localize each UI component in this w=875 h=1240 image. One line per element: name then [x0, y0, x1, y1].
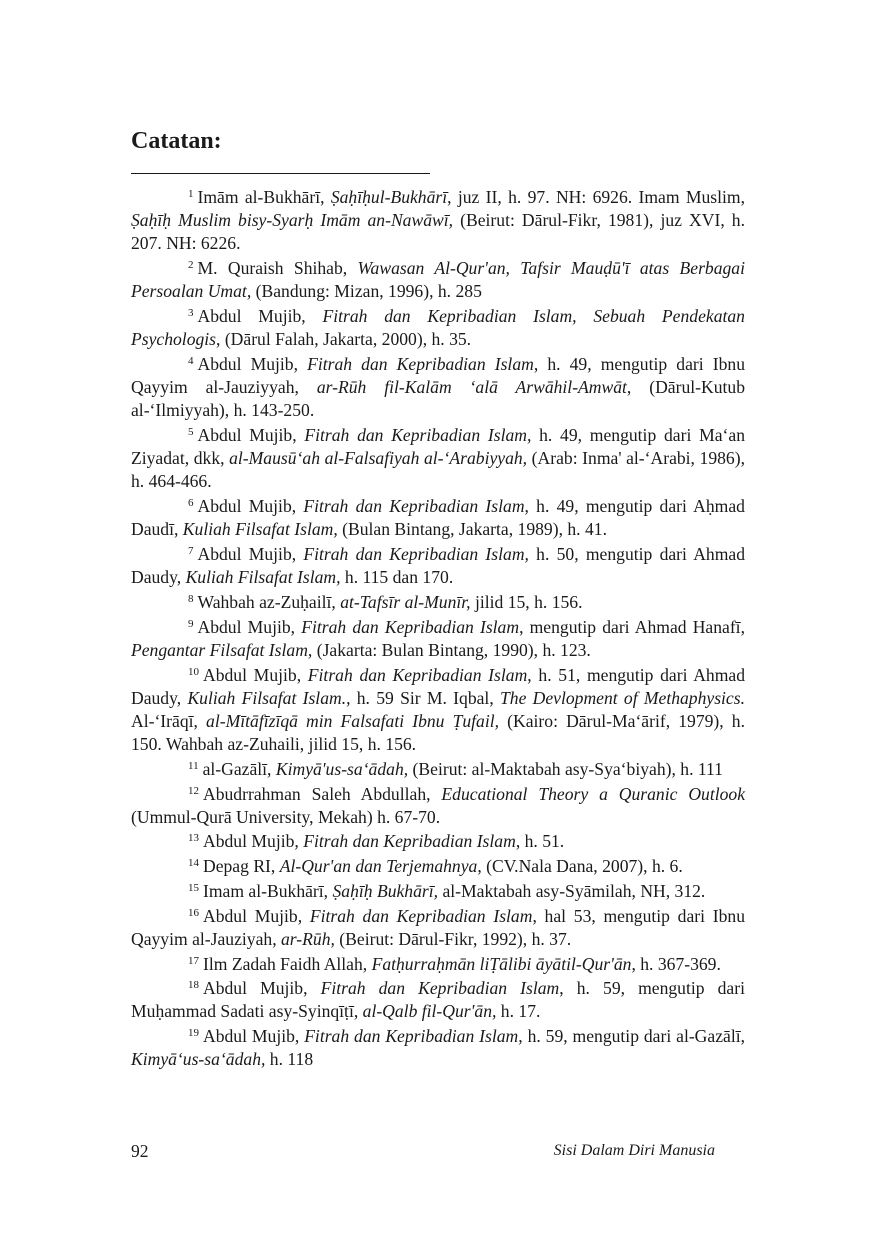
- footnote-text: Imam al-Bukhārī,: [203, 880, 333, 901]
- footnote-text: (Ummul-Qurā University, Mekah) h. 67-70.: [131, 806, 441, 827]
- footnote-text: (Jakarta: Bulan Bintang, 1990), h. 123.: [312, 639, 591, 660]
- footnote-text: Abdul Mujib,: [197, 306, 323, 327]
- footnote-text: , mengutip dari Ahmad Hanafī,: [519, 616, 745, 637]
- page-number: 92: [131, 1141, 149, 1161]
- footnote-title: , Fitrah dan Kepribadian Islam: [297, 905, 533, 926]
- footnote-title: ar-Rūh,: [281, 928, 335, 949]
- footnote-title: Pengantar Filsafat Islam,: [131, 639, 313, 660]
- footnote-title: , Fitrah dan Kepribadian Islam: [294, 831, 516, 852]
- footnote-text: h. 59 Sir M. Iqbal,: [350, 687, 500, 708]
- footnote-number: 3: [188, 307, 194, 320]
- footnote-text: h. 118: [265, 1049, 314, 1070]
- footnote-number: 2: [188, 259, 194, 272]
- footnote-title: Kuliah Filsafat Islam.,: [187, 687, 351, 708]
- footnote-text: (Bandung: Mizan, 1996), h. 285: [251, 281, 482, 302]
- footnote-title: Kuliah Filsafat Islam,: [182, 519, 338, 540]
- footnote-text: (Arab: Inma' al-‘Arabi, 1986), h. 464-466.: [131, 448, 745, 492]
- footnote-text: , (Dārul Falah, Jakarta, 2000), h. 35.: [216, 329, 472, 350]
- footnote-rule: [131, 173, 430, 174]
- footnote-title: Kimyā'us-sa‘ādah,: [275, 758, 409, 779]
- footnote-text: , h. 49, mengutip dari Ibnu Qayyim al-Jauziyyah,: [131, 353, 745, 398]
- footnote-text: Abdul Mujib,: [197, 425, 305, 446]
- footnote-number: 10: [188, 665, 199, 678]
- footnote-text: M. Quraish Shihab,: [197, 258, 358, 279]
- footnote-number: 11: [188, 759, 199, 772]
- footnote-text: Wahbah az-Zuḥailī,: [197, 591, 341, 612]
- footnote-number: 18: [188, 979, 199, 992]
- footnote-text: Abdul Mujib: [203, 905, 298, 926]
- footnote-number: 5: [188, 426, 194, 439]
- footnote-number: 1: [188, 188, 194, 200]
- footnote-title: Fitrah dan Kepribadian Islam: [320, 978, 560, 999]
- footnote-text: Abdul Mujib,: [203, 1026, 305, 1047]
- footnote-title: Fitrah dan Kepribadian Islam: [307, 353, 534, 374]
- footnote-text: , h. 59, mengutip dari Muḥammad Sadati asy-Syinqīṭī,: [131, 978, 745, 1022]
- footnote-number: 16: [188, 906, 199, 919]
- section-heading: Catatan:: [131, 128, 222, 154]
- footnote-title: Fitrah dan Kepribadian Islam, Sebuah Pendekatan Psychologis: [131, 306, 745, 350]
- footnote-title: Educational Theory a Quranic Outlook: [441, 783, 745, 804]
- footnote: [131, 1025, 745, 1071]
- footnote-title: Fitrah dan Kepribadian Islam,: [304, 425, 532, 446]
- footnote-text: , h. 51, mengutip dari Ahmad Daudy,: [131, 664, 745, 708]
- footnote-text: Abdul Mujib,: [197, 616, 302, 637]
- footnote-number: 7: [188, 545, 194, 558]
- footnote-title: Ṣaḥīḥul-Bukhārī: [330, 187, 448, 207]
- footnote: [131, 953, 745, 976]
- footnote-title: Fatḥurraḥmān liṬālibi āyātil-Qur'ān: [371, 953, 632, 974]
- footnote-title: Ṣaḥīḥ Muslim bisy-Syarḥ Imām an-Nawāwī,: [131, 210, 454, 231]
- footnote-text: Abdul Mujib,: [203, 664, 308, 685]
- footnote-text: , juz II, h. 97. NH: 6926. Imam Muslim,: [447, 187, 745, 207]
- footnote-text: , h. 367-369.: [631, 953, 721, 974]
- footnote-number: 13: [188, 832, 199, 845]
- footnote-title: Fitrah dan Kepribadian Islam: [301, 616, 520, 637]
- footnote: [131, 830, 745, 853]
- footnote-number: 19: [188, 1027, 199, 1040]
- footnote-title: Kimyā‘us-sa‘ādah,: [131, 1049, 266, 1070]
- footnote: [131, 495, 745, 541]
- footnote-number: 4: [188, 354, 194, 367]
- footnote-text: (Kairo: Dārul-Ma‘ārif, 1979), h. 150. Wahbah az-Zuhaili, jilid 15, h. 156.: [131, 710, 745, 755]
- footnote-text: Abdul Mujib,: [197, 544, 304, 565]
- footnote-number: 14: [188, 857, 199, 870]
- footnote-title: al-Qalb fil-Qur'ān,: [362, 1001, 497, 1022]
- footnote-title: Wawasan Al-Qur'an, Tafsir Mauḍū'ī atas Berbagai Persoalan Umat,: [131, 258, 745, 302]
- footnote-text: h. 50, mengutip dari Ahmad Daudy,: [131, 544, 745, 588]
- footnote-text: Ilm Zadah Faidh Allah,: [203, 953, 372, 974]
- footnote-title: Fitrah dan Kepribadian Islam,: [304, 1026, 523, 1047]
- footnote-text: (Beirut: Dārul-Fikr, 1992), h. 37.: [334, 928, 572, 949]
- footnote-text: , (Dārul-Kutub al-‘Ilmiyyah), h. 143-250.: [131, 377, 745, 421]
- footnote-text: , (CV.Nala Dana, 2007), h. 6.: [477, 856, 683, 877]
- footnote: [131, 424, 745, 494]
- running-title: Sisi Dalam Diri Manusia: [553, 1142, 715, 1159]
- footnote-text: (Bulan Bintang, Jakarta, 1989), h. 41.: [337, 519, 607, 540]
- footnote-text: Imām al-Bukhārī,: [197, 187, 331, 207]
- footnote-number: 9: [188, 617, 194, 630]
- footnote-text: h. 17.: [496, 1001, 541, 1022]
- footnote-title: Al-Qur'an dan Terjemahnya: [279, 856, 478, 877]
- footnote-text: Al-‘Irāqī,: [131, 710, 207, 731]
- footnote-title: The Devlopment of Methaphysics.: [499, 687, 745, 708]
- footnote-text: , hal 53, mengutip dari Ibnu Qayyim al-Jauziyah,: [131, 905, 745, 949]
- footnote: [131, 758, 745, 781]
- footnote-title: Ṣaḥīḥ Bukhārī,: [332, 880, 439, 901]
- footnote-text: Abdul Mujib: [203, 831, 295, 852]
- footnote: [131, 305, 745, 351]
- footnote-title: ar-Rūh fil-Kalām ‘alā Arwāhil-Amwāt: [316, 377, 627, 398]
- footnote-text: Abdul Mujib,: [197, 496, 304, 517]
- footnote-text: (Beirut: al-Maktabah asy-Sya‘biyah), h. 111: [408, 758, 723, 779]
- footnote-number: 15: [188, 881, 199, 894]
- footnote: [131, 257, 745, 303]
- footnote: [131, 616, 745, 662]
- footnote-list: [131, 186, 745, 1073]
- footnote: [131, 977, 745, 1023]
- footnote-text: h. 115 dan 170.: [340, 567, 454, 588]
- footnote-text: Abdul Mujib,: [203, 978, 321, 999]
- footnote-text: al-Gazālī,: [202, 758, 276, 779]
- footnote: [131, 880, 745, 903]
- footnote: [131, 855, 745, 878]
- footnote-text: Depag RI,: [203, 856, 280, 877]
- footnote-text: Abdul Mujib,: [197, 353, 308, 374]
- footnote-text: Abudrrahman Saleh Abdullah,: [203, 783, 442, 804]
- footnote-title: al-Mausū‘ah al-Falsafiyah al-‘Arabiyyah,: [229, 448, 528, 469]
- footnote-text: al-Maktabah asy-Syāmilah, NH, 312.: [438, 880, 706, 901]
- footnote-text: (Beirut: Dārul-Fikr, 1981), juz XVI, h. 207. NH: 6226.: [131, 210, 745, 254]
- footnote-text: , h. 49, mengutip dari Aḥmad Daudī,: [131, 496, 745, 540]
- footnote-text: , h. 51.: [515, 831, 565, 852]
- footnote: [131, 664, 745, 757]
- footnote: [131, 591, 745, 614]
- footnote: [131, 905, 745, 951]
- footnote: [131, 543, 745, 589]
- footnote-number: 17: [188, 954, 199, 967]
- footnote-title: Fitrah dan Kepribadian Islam: [303, 496, 525, 517]
- footnote-title: Kuliah Filsafat Islam,: [185, 567, 341, 588]
- footnote-text: h. 59, mengutip dari al-Gazālī,: [522, 1026, 745, 1047]
- footnote-title: Fitrah dan Kepribadian Islam: [307, 664, 528, 685]
- footnote-title: Fitrah dan Kepribadian Islam,: [303, 544, 529, 565]
- footnote-number: 8: [188, 592, 194, 605]
- footnote: [131, 186, 745, 256]
- footnote-number: 12: [188, 784, 199, 797]
- footnote-title: at-Tafsīr al-Munīr,: [340, 591, 471, 612]
- footnote: [131, 353, 745, 423]
- footnote-text: jilid 15, h. 156.: [470, 591, 583, 612]
- footnote-title: al-Mītāfīzīqā min Falsafati Ibnu Ṭufail,: [206, 710, 500, 731]
- footnote: [131, 783, 745, 829]
- footnote-text: h. 49, mengutip dari Ma‘an Ziyadat, dkk,: [131, 425, 745, 469]
- footnote-number: 6: [188, 497, 194, 510]
